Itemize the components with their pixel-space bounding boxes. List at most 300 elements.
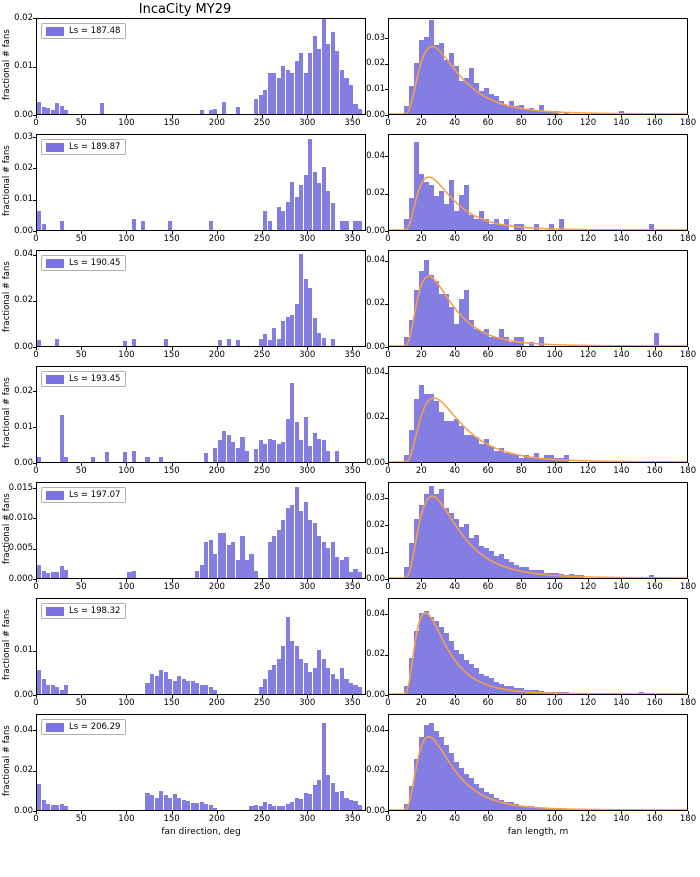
x-tick-mark (421, 115, 422, 118)
histogram-bar (277, 339, 281, 346)
histogram-bar (484, 676, 489, 694)
histogram-bar (159, 791, 163, 810)
histogram-bar (654, 333, 659, 346)
histogram-bar (549, 808, 554, 810)
x-tick-label: 150 (163, 118, 180, 128)
axes-row1-length (366, 18, 697, 128)
histogram-bar (263, 211, 267, 230)
histogram-bar (51, 110, 55, 114)
histogram-bar (499, 684, 504, 694)
x-tick-mark (455, 463, 456, 466)
x-tick-mark (172, 463, 173, 466)
x-tick-label: 60 (482, 118, 494, 128)
histogram-bar (259, 806, 263, 810)
histogram-bar (331, 674, 335, 694)
histogram-bar (514, 337, 519, 346)
y-tick-mark (385, 373, 388, 374)
histogram-bar (290, 315, 294, 346)
x-tick-label: 40 (449, 350, 461, 360)
axes-row4-length (366, 366, 697, 476)
histogram-bar (544, 808, 549, 810)
histogram-bar (444, 508, 449, 578)
histogram-bar (534, 453, 539, 462)
histogram-bar (227, 545, 231, 578)
histogram-bar (236, 560, 240, 578)
histogram-bar (313, 172, 317, 230)
y-tick-mark (385, 552, 388, 553)
x-tick-mark (126, 347, 127, 350)
histogram-bar (64, 570, 68, 578)
histogram-bar (529, 570, 534, 578)
x-tick-label: 20 (415, 698, 427, 708)
histogram-bar (195, 571, 199, 578)
histogram-bar (509, 101, 514, 114)
x-tick-mark (36, 811, 37, 814)
histogram-bar (177, 798, 181, 810)
histogram-bar (474, 329, 479, 346)
legend-row2-direction (41, 139, 126, 155)
histogram-bar (295, 422, 299, 462)
histogram-bar (559, 574, 564, 578)
y-tick-label: 0.00 (14, 109, 33, 120)
x-tick-label: 0 (385, 698, 391, 708)
histogram-bar (91, 457, 95, 462)
x-tick-mark (555, 115, 556, 118)
histogram-bar (484, 329, 489, 346)
histogram-bar (464, 774, 469, 810)
histogram-bar (344, 679, 348, 694)
histogram-bar (313, 36, 317, 114)
x-tick-mark (307, 347, 308, 350)
histogram-bar (295, 798, 299, 810)
histogram-bar (534, 807, 539, 810)
histogram-bar (55, 103, 59, 114)
histogram-bar (159, 670, 163, 694)
histogram-bar (419, 505, 424, 578)
y-tick-label: 0.015 (8, 482, 33, 493)
y-tick-label: 0.04 (366, 150, 385, 161)
x-tick-label: 200 (208, 234, 225, 244)
histogram-bar (349, 572, 353, 578)
x-tick-mark (688, 579, 689, 582)
x-tick-label: 40 (449, 582, 461, 592)
legend-label: Ls = 189.87 (69, 142, 121, 152)
histogram-bar (499, 329, 504, 346)
histogram-bar (484, 88, 489, 114)
histogram-bar (60, 804, 64, 810)
histogram-bar (240, 437, 244, 462)
x-tick-label: 300 (299, 234, 316, 244)
x-tick-label: 140 (613, 582, 630, 592)
x-tick-mark (555, 231, 556, 234)
x-tick-mark (307, 579, 308, 582)
histogram-bar (544, 455, 549, 462)
histogram-bar (132, 451, 136, 462)
histogram-bar (335, 51, 339, 114)
histogram-bar (504, 105, 509, 114)
x-tick-mark (217, 579, 218, 582)
histogram-bar (459, 299, 464, 346)
histogram-bar (313, 668, 317, 694)
histogram-bars (389, 715, 687, 810)
histogram-bar (579, 575, 584, 578)
histogram-bar (474, 668, 479, 694)
histogram-bar (419, 40, 424, 114)
x-tick-mark (307, 231, 308, 234)
histogram-bar (449, 641, 454, 694)
y-tick-mark (33, 301, 36, 302)
histogram-bar (46, 804, 50, 810)
x-tick-mark (521, 347, 522, 350)
x-tick-label: 200 (208, 466, 225, 476)
histogram-bar (454, 650, 459, 694)
y-tick-label: 0.04 (366, 367, 385, 378)
legend-label: Ls = 187.48 (69, 26, 121, 36)
histogram-bar (195, 683, 199, 694)
histogram-bar (534, 690, 539, 694)
histogram-bar (439, 191, 444, 230)
histogram-bar (479, 331, 484, 346)
y-tick-label: 0.00 (366, 341, 385, 352)
histogram-bar (46, 108, 50, 114)
histogram-bar (554, 692, 559, 694)
x-tick-mark (588, 115, 589, 118)
histogram-bar (290, 73, 294, 114)
x-tick-label: 80 (515, 234, 527, 244)
axes-row4-direction (2, 366, 366, 476)
x-tick-label: 0 (33, 466, 39, 476)
histogram-bar (544, 692, 549, 694)
x-tick-label: 180 (679, 466, 697, 476)
histogram-bar (218, 340, 222, 346)
histogram-bar (424, 394, 429, 462)
histogram-bar (484, 219, 489, 230)
x-tick-mark (588, 347, 589, 350)
histogram-bar (60, 221, 64, 230)
histogram-bar (489, 678, 494, 694)
histogram-bar (286, 202, 290, 230)
histogram-bar (539, 570, 544, 578)
histogram-bar (464, 435, 469, 462)
histogram-bar (322, 167, 326, 230)
histogram-bar (439, 627, 444, 694)
y-tick-label: 0.02 (14, 162, 33, 173)
x-tick-mark (588, 811, 589, 814)
histogram-bar (414, 63, 419, 114)
histogram-bar (340, 791, 344, 810)
x-tick-mark (388, 579, 389, 582)
x-tick-mark (217, 695, 218, 698)
x-tick-label: 20 (415, 350, 427, 360)
x-tick-label: 120 (579, 466, 597, 476)
x-tick-label: 180 (679, 582, 697, 592)
axes-row2-length (366, 134, 697, 244)
histogram-bar (326, 44, 330, 114)
histogram-bar (204, 542, 208, 578)
histogram-bar (549, 224, 554, 230)
axes-row6-length (366, 598, 697, 708)
histogram-bar (534, 110, 539, 114)
x-tick-label: 20 (415, 118, 427, 128)
x-tick-label: 200 (208, 350, 225, 360)
histogram-bar (37, 670, 41, 694)
x-tick-label: 140 (613, 350, 630, 360)
x-tick-mark (455, 347, 456, 350)
x-tick-mark (217, 347, 218, 350)
x-tick-mark (588, 695, 589, 698)
histogram-bar (263, 334, 267, 346)
histogram-bar (454, 519, 459, 578)
histogram-bar (449, 753, 454, 810)
histogram-bar (145, 793, 149, 810)
histogram-bar (404, 106, 409, 114)
x-tick-mark (688, 231, 689, 234)
x-tick-label: 40 (449, 234, 461, 244)
histogram-bar (263, 802, 267, 810)
histogram-bar (559, 219, 564, 230)
x-tick-label: 150 (163, 234, 180, 244)
histogram-bar (191, 681, 195, 694)
y-tick-mark (385, 771, 388, 772)
histogram-bar (304, 663, 308, 694)
histogram-bar (200, 802, 204, 810)
x-tick-mark (655, 347, 656, 350)
histogram-bar (277, 806, 281, 810)
x-tick-mark (262, 579, 263, 582)
histogram-bar (286, 508, 290, 578)
x-axis-label: fan length, m (507, 827, 569, 837)
histogram-bar (554, 808, 559, 810)
histogram-bar (504, 559, 509, 578)
histogram-bar (42, 571, 46, 578)
histogram-bar (317, 49, 321, 114)
x-tick-label: 0 (33, 350, 39, 360)
y-tick-label: 0.03 (14, 131, 33, 142)
histogram-bar (240, 536, 244, 578)
y-axis-label: fractional # fans (2, 260, 12, 332)
histogram-bar (519, 224, 524, 230)
histogram-bar (64, 457, 68, 462)
x-tick-label: 80 (515, 118, 527, 128)
y-tick-label: 0.00 (366, 109, 385, 120)
histogram-bar (326, 451, 330, 462)
histogram-bar (340, 560, 344, 578)
x-tick-label: 60 (482, 698, 494, 708)
x-tick-label: 120 (579, 350, 597, 360)
histogram-bar (263, 679, 267, 694)
x-tick-label: 0 (33, 234, 39, 244)
x-tick-mark (262, 115, 263, 118)
x-tick-label: 180 (679, 234, 697, 244)
histogram-bar (479, 674, 484, 694)
x-tick-label: 350 (344, 698, 361, 708)
x-tick-mark (217, 231, 218, 234)
x-tick-label: 160 (646, 350, 663, 360)
histogram-bar (429, 723, 434, 810)
legend-swatch (46, 143, 64, 152)
histogram-bar (449, 513, 454, 578)
x-tick-mark (172, 115, 173, 118)
histogram-bar (444, 633, 449, 694)
x-tick-label: 120 (579, 582, 597, 592)
histogram-bar (299, 511, 303, 578)
histogram-bar (519, 458, 524, 463)
histogram-bar (322, 659, 326, 694)
histogram-bar (469, 68, 474, 114)
plot-area (388, 482, 688, 579)
legend-swatch (46, 27, 64, 36)
histogram-bar (259, 440, 263, 462)
histogram-bar (164, 672, 168, 694)
histogram-bar (313, 785, 317, 810)
histogram-bar (254, 805, 258, 810)
histogram-bar (204, 453, 208, 462)
histogram-bar (335, 557, 339, 578)
histogram-bar (459, 195, 464, 230)
histogram-bar (489, 224, 494, 230)
histogram-bar (231, 442, 235, 462)
x-tick-mark (421, 463, 422, 466)
x-tick-mark (217, 463, 218, 466)
x-tick-label: 350 (344, 234, 361, 244)
legend-row6-direction (41, 603, 126, 619)
histogram-bar (331, 783, 335, 810)
histogram-bar (509, 453, 514, 462)
histogram-bar (326, 548, 330, 578)
x-tick-mark (655, 811, 656, 814)
x-tick-label: 0 (33, 698, 39, 708)
histogram-bar (268, 804, 272, 810)
x-tick-label: 60 (482, 582, 494, 592)
histogram-bar (281, 211, 285, 230)
x-tick-label: 100 (118, 698, 135, 708)
histogram-bar (409, 198, 414, 230)
histogram-bar (554, 458, 559, 463)
histogram-bar (459, 768, 464, 810)
histogram-bar (409, 430, 414, 462)
x-tick-label: 0 (385, 814, 391, 824)
histogram-bar (344, 798, 348, 810)
x-tick-label: 300 (299, 582, 316, 592)
histogram-bar (514, 224, 519, 230)
histogram-bar (60, 106, 64, 114)
histogram-bar (619, 111, 624, 114)
y-tick-mark (385, 655, 388, 656)
histogram-bar (55, 687, 59, 694)
plot-area (388, 18, 688, 115)
histogram-bar (272, 665, 276, 694)
x-tick-mark (217, 115, 218, 118)
histogram-bar (444, 294, 449, 346)
x-tick-label: 150 (163, 350, 180, 360)
x-tick-label: 120 (579, 234, 597, 244)
x-tick-mark (262, 347, 263, 350)
y-tick-mark (33, 18, 36, 19)
histogram-bar (308, 446, 312, 462)
histogram-bar (414, 290, 419, 346)
histogram-bar (544, 573, 549, 578)
legend-row4-direction (41, 371, 126, 387)
histogram-bar (464, 185, 469, 230)
histogram-bar (484, 792, 489, 810)
histogram-bar (55, 805, 59, 810)
y-tick-label: 0.03 (366, 492, 385, 503)
x-tick-label: 160 (646, 698, 663, 708)
histogram-bar (268, 340, 272, 346)
x-tick-mark (488, 231, 489, 234)
histogram-bar (474, 437, 479, 462)
x-tick-mark (688, 811, 689, 814)
histogram-bar (464, 524, 469, 578)
histogram-bar (55, 339, 59, 346)
y-tick-mark (33, 427, 36, 428)
y-tick-label: 0.01 (14, 61, 33, 71)
histogram-bar (474, 784, 479, 810)
x-tick-label: 350 (344, 118, 361, 128)
histogram-bars (389, 251, 687, 346)
histogram-bar (519, 806, 524, 810)
x-tick-label: 150 (163, 466, 180, 476)
y-tick-mark (385, 730, 388, 731)
legend-swatch (46, 491, 64, 500)
histogram-bar (331, 542, 335, 578)
x-tick-mark (126, 231, 127, 234)
histogram-bar (489, 794, 494, 810)
histogram-bar (64, 685, 68, 694)
x-tick-mark (262, 463, 263, 466)
y-tick-label: 0.000 (8, 573, 33, 584)
x-tick-label: 0 (385, 234, 391, 244)
histogram-bar (213, 109, 217, 114)
histogram-bar (263, 444, 267, 462)
axes-row7-direction (2, 714, 366, 837)
histogram-bar (322, 18, 326, 114)
histogram-bar (559, 692, 564, 694)
histogram-bar (464, 660, 469, 694)
histogram-bar (236, 107, 240, 114)
x-tick-mark (36, 695, 37, 698)
legend-label: Ls = 206.29 (69, 722, 121, 732)
x-tick-label: 40 (449, 118, 461, 128)
y-tick-label: 0.02 (366, 519, 385, 530)
histogram-bar (549, 573, 554, 578)
histogram-bar (454, 419, 459, 462)
y-tick-label: 0.02 (14, 12, 33, 23)
histogram-bar (222, 102, 226, 114)
x-tick-label: 80 (515, 350, 527, 360)
histogram-bar (549, 111, 554, 114)
histogram-bar (277, 659, 281, 694)
x-tick-label: 140 (613, 698, 630, 708)
histogram-bar (529, 342, 534, 346)
y-tick-label: 0.04 (366, 608, 385, 619)
x-tick-label: 150 (163, 698, 180, 708)
x-tick-mark (388, 231, 389, 234)
histogram-bar (295, 646, 299, 695)
y-axis-label: fractional # fans (2, 28, 12, 100)
y-tick-label: 0.01 (366, 546, 385, 557)
histogram-bar (123, 452, 127, 462)
x-tick-label: 100 (118, 350, 135, 360)
histogram-bar (449, 421, 454, 462)
histogram-bar (509, 342, 514, 346)
x-tick-mark (262, 231, 263, 234)
x-tick-mark (36, 231, 37, 234)
histogram-bar (444, 60, 449, 114)
x-tick-label: 300 (299, 350, 316, 360)
legend-label: Ls = 193.45 (69, 374, 121, 384)
histogram-bar (429, 486, 434, 578)
